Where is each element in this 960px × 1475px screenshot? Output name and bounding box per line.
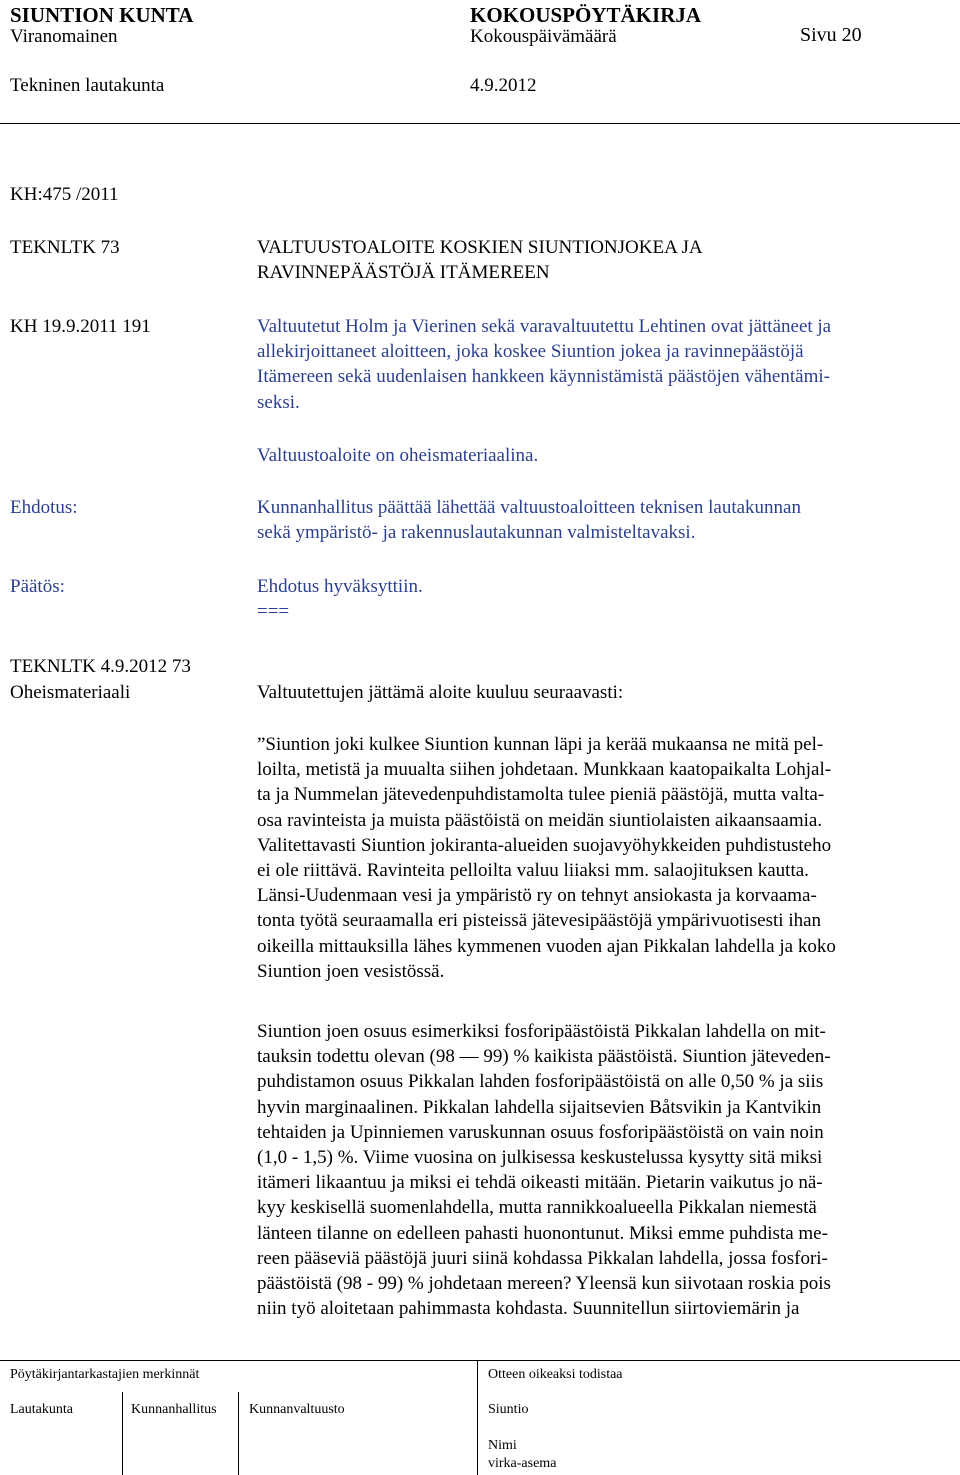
- footer-title-label: virka-asema: [488, 1456, 557, 1471]
- proposal-line: sekä ympäristö- ja rakennuslautakunnan valmisteltavaksi.: [257, 522, 696, 544]
- intro-line: allekirjoittaneet aloitteen, joka koskee Siuntion jokea ja ravinnepäästöjä: [257, 341, 804, 363]
- proposal-label: Ehdotus:: [10, 497, 78, 518]
- quote-line: Siuntion joen osuus esimerkiksi fosforipäästöistä Pikkalan lahdella on mit-: [257, 1021, 826, 1042]
- intro-line: Itämereen sekä uudenlaisen hankkeen käynnistämistä päästöjen vähentämi-: [257, 366, 830, 388]
- footer-top-border: [0, 1360, 960, 1361]
- quote-line: päästöistä (98 - 99) % johdetaan mereen? Yleensä kun siivotaan roskia pois: [257, 1273, 831, 1295]
- meeting-date: 4.9.2012: [470, 75, 537, 96]
- quote-line: niin työ aloitetaan pahimmasta kohdasta. Suunnitellun siirtoviemärin ja: [257, 1298, 800, 1320]
- attachment-note: Valtuustoaloite on oheismateriaalina.: [257, 445, 539, 466]
- quote-line: ei ole riittävä. Ravinteita pelloilta valuu liiaksi mm. salaojituksen kautta.: [257, 860, 809, 882]
- quote-line: hyvin marginaalinen. Pikkalan lahdella sijaitsevien Båtsvikin ja Kantvikin: [257, 1096, 822, 1118]
- quote-line: ”Siuntion joki kulkee Siuntion kunnan läpi ja kerää mukaansa ne mitä pel-: [257, 734, 824, 755]
- quote-line: loilta, metistä ja muualta siihen johdetaan. Munkkaan kaatopaikalta Lohjal-: [257, 759, 832, 781]
- meeting-date-label: Kokouspäivämäärä: [470, 26, 617, 47]
- case-title-line-2: RAVINNEPÄÄSTÖJÄ ITÄMEREEN: [257, 262, 550, 283]
- intro-line: seksi.: [257, 391, 300, 413]
- quote-line: itämeri likaantuu ja miksi ei tehdä oikeasti mitään. Pietarin vaikutus jo nä-: [257, 1172, 823, 1194]
- quote-line: Valitettavasti Siuntion jokiranta-alueiden suojavyöhykkeiden puhdistusteho: [257, 834, 832, 856]
- kh-case-number: KH:475 /2011: [10, 184, 119, 205]
- quote-line: tonta työtä seuraamalla eri pisteissä jätevesipäästöjä ympärivuotisesti ihan: [257, 910, 822, 932]
- proposal-line: Kunnanhallitus päättää lähettää valtuustoaloitteen teknisen lautakunnan: [257, 497, 801, 518]
- quote-line: (1,0 - 1,5) %. Viime vuosina on julkisessa keskustelussa kysytty sitä miksi: [257, 1147, 823, 1169]
- quote-line: ta ja Nummelan jätevedenpuhdistamolta tulee pieniä päästöjä, mutta valta-: [257, 784, 825, 806]
- page-number: Sivu 20: [800, 24, 862, 46]
- case-title-line-1: VALTUUSTOALOITE KOSKIEN SIUNTIONJOKEA JA: [257, 237, 703, 258]
- intro-paragraph: [257, 314, 947, 415]
- footer-divider-1: [122, 1392, 123, 1475]
- quote-paragraph-2: [257, 1019, 947, 1321]
- quote-line: Siuntion joen vesistössä.: [257, 960, 445, 982]
- quote-line: puhdistamon osuus Pikkalan lahden fosforipäästöistä on alle 0,50 % ja siis: [257, 1071, 824, 1093]
- footer-col-kunnanvaltuusto: Kunnanvaltuusto: [249, 1402, 345, 1417]
- certified-label: Otteen oikeaksi todistaa: [488, 1367, 623, 1382]
- quote-line: tauksin todettu olevan (98 — 99) % kaikista päästöistä. Siuntion jäteveden-: [257, 1046, 831, 1068]
- document-type: KOKOUSPÖYTÄKIRJA: [470, 3, 702, 27]
- decision-label: Päätös:: [10, 576, 65, 597]
- appendix-label: Oheismateriaali: [10, 682, 131, 703]
- checkers-label: Pöytäkirjantarkastajien merkinnät: [10, 1367, 200, 1382]
- teknltk-reference-2: TEKNLTK 4.9.2012 73: [10, 656, 191, 677]
- separator-mark: ===: [257, 601, 290, 622]
- quote-line: osa ravinteista ja muista päästöistä on meidän siuntiolaisten aikaansaamia.: [257, 809, 823, 831]
- quote-line: kyy keskisellä suomenlahdella, mutta rannikkoalueella Pikkalan niemestä: [257, 1197, 817, 1219]
- quote-line: tehtaiden ja Upinniemen varuskunnan osuus fosforipäästöistä on vain noin: [257, 1121, 824, 1143]
- footer-col-lautakunta: Lautakunta: [10, 1402, 73, 1417]
- quote-line: oikeilla mittauksilla lähes kymmenen vuoden ajan Pikkalan lahdella ja koko: [257, 935, 836, 957]
- appendix-intro: Valtuutettujen jättämä aloite kuuluu seuraavasti:: [257, 682, 624, 703]
- municipality-name: SIUNTION KUNTA: [10, 3, 194, 27]
- quote-line: reen pääseviä päästöjä juuri siinä kohdassa Pikkalan lahdella, jossa fosfori-: [257, 1247, 828, 1269]
- authority-label: Viranomainen: [10, 26, 118, 47]
- footer-place: Siuntio: [488, 1402, 529, 1417]
- footer-center-divider: [477, 1360, 478, 1475]
- intro-line: Valtuutetut Holm ja Vierinen sekä varavaltuutettu Lehtinen ovat jättäneet ja: [257, 316, 832, 337]
- proposal-text: [257, 495, 947, 545]
- kh-reference: KH 19.9.2011 191: [10, 316, 151, 337]
- decision-text: Ehdotus hyväksyttiin.: [257, 576, 423, 597]
- header-divider: [0, 123, 960, 124]
- quote-line: Länsi-Uudenmaan vesi ja ympäristö ry on tehnyt ansiokasta ja korvaama-: [257, 885, 817, 907]
- authority-name: Tekninen lautakunta: [10, 75, 165, 96]
- footer-name-label: Nimi: [488, 1438, 517, 1453]
- teknltk-reference: TEKNLTK 73: [10, 237, 120, 258]
- footer-divider-2: [238, 1392, 239, 1475]
- quote-line: länteen tilanne on edelleen pahasti huonontunut. Miksi emme puhdista me-: [257, 1222, 828, 1244]
- footer-col-kunnanhallitus: Kunnanhallitus: [131, 1402, 217, 1417]
- quote-paragraph-1: [257, 732, 947, 984]
